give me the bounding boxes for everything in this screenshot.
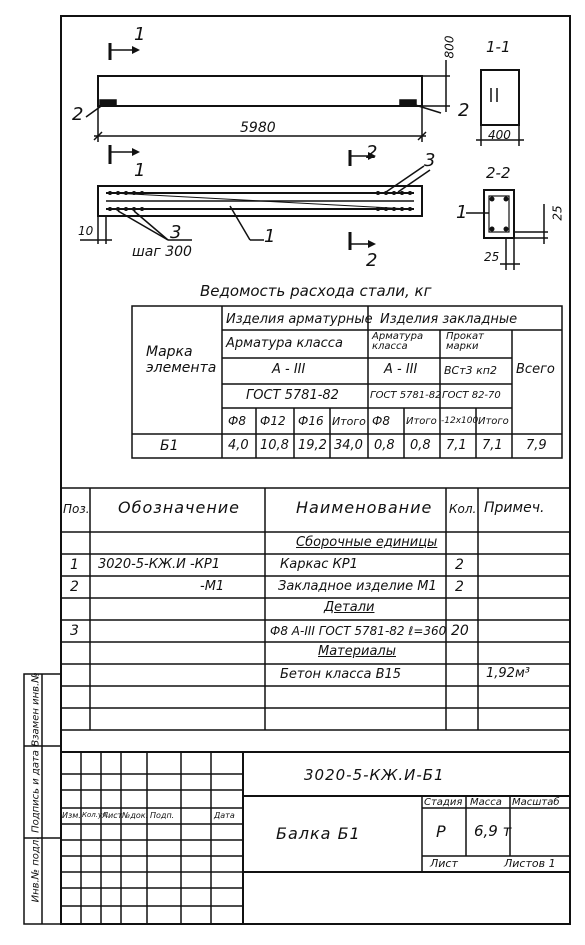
spec-h-note: Примеч.	[484, 500, 545, 516]
val-itogo-3: 7,1	[482, 438, 503, 453]
h-itogo-3: Итого	[478, 416, 509, 427]
callout-1-section: 1	[456, 202, 468, 223]
callout-2-right: 2	[458, 100, 470, 121]
side-inv-orig: Инв.№ подл.	[30, 836, 42, 903]
section-2-label-top: 2	[366, 142, 378, 163]
h-f8: Ф8	[228, 414, 246, 428]
sub-rebar-class-2: Арматура класса	[372, 331, 424, 352]
grade-vst: ВСт3 кп2	[444, 364, 497, 377]
val-plate: 7,1	[446, 438, 467, 453]
section-1-1	[481, 70, 519, 125]
side-replace: Взамен инв.№	[30, 672, 42, 747]
tb-sheet: Лист	[430, 857, 458, 870]
spec-r1-qty: 2	[455, 557, 464, 573]
spec-r3-qty: 20	[451, 623, 469, 639]
h-plate: -12х100	[441, 416, 479, 426]
spec-h-qty: Кол.	[449, 502, 477, 516]
val-f8: 4,0	[228, 438, 249, 453]
callout-1-plan: 1	[264, 226, 276, 247]
tb-h-ndok: №док.	[122, 811, 149, 820]
spec-r2-name: Закладное изделие М1	[278, 579, 437, 594]
tb-h-mass: Масса	[470, 797, 502, 808]
tb-h-stage: Стадия	[424, 797, 463, 808]
dim-25-horizontal: 25	[484, 250, 500, 264]
tb-h-podp: Подп.	[150, 811, 175, 820]
tb-mass: 6,9 т	[474, 822, 512, 840]
section-2-2-title: 2-2	[486, 164, 511, 182]
callout-3-right: 3	[424, 150, 436, 171]
val-f16: 19,2	[298, 438, 327, 453]
gost-5781: ГОСТ 5781-82	[246, 388, 339, 403]
val-itogo-2: 0,8	[410, 438, 431, 453]
tb-stage: Р	[436, 822, 446, 841]
val-f12: 10,8	[260, 438, 289, 453]
section-1-label-top: 1	[134, 24, 146, 45]
sub-rebar-class: Арматура класса	[226, 336, 343, 351]
spec-sec-parts: Детали	[324, 600, 375, 615]
dim-length: 5980	[240, 120, 276, 136]
spec-h-designation: Обозначение	[118, 498, 241, 517]
spec-r1-des: 3020-5-КЖ.И -КР1	[98, 557, 220, 572]
dim-25-vertical: 25	[550, 205, 565, 221]
dim-cover: 10	[78, 224, 94, 238]
dim-width: 400	[488, 128, 511, 142]
tb-h-list: Лист	[102, 811, 123, 820]
callout-2-left: 2	[72, 104, 84, 125]
spec-h-name: Наименование	[296, 498, 433, 517]
side-sign-date: Подпись и дата	[30, 750, 42, 833]
callout-3-left: 3	[170, 222, 182, 243]
h-itogo-2: Итого	[406, 416, 437, 427]
section-1-label-bottom: 1	[134, 160, 146, 181]
val-total: 7,9	[526, 438, 547, 453]
grp-rebar-products: Изделия арматурные	[226, 312, 373, 327]
spec-r2-qty: 2	[455, 579, 464, 595]
spec-r3-name: Ф8 А-III ГОСТ 5781-82 ℓ=360	[270, 624, 447, 638]
h-f16: Ф16	[298, 414, 324, 428]
doc-name: Балка Б1	[276, 824, 361, 843]
tb-h-data: Дата	[214, 811, 235, 820]
gost-5781-b: ГОСТ 5781-82	[370, 390, 442, 401]
val-itogo-1: 34,0	[334, 438, 363, 453]
grp-embedded: Изделия закладные	[380, 312, 518, 327]
val-f8-b: 0,8	[374, 438, 395, 453]
class-a3-b: A - III	[384, 362, 418, 377]
spec-r4-note: 1,92м³	[486, 666, 530, 681]
h-f8-b: Ф8	[372, 414, 390, 428]
beam-elevation	[98, 76, 422, 106]
tb-h-scale: Масштаб	[512, 797, 560, 808]
gost-82: ГОСТ 82-70	[442, 390, 501, 401]
total-col-header: Всего	[516, 362, 555, 377]
spec-r1-name: Каркас КР1	[280, 557, 358, 572]
spec-table-grid	[61, 488, 570, 730]
spec-h-pos: Поз.	[63, 502, 90, 516]
spec-r4-name: Бетон класса В15	[280, 667, 402, 682]
doc-code: 3020-5-КЖ.И-Б1	[304, 766, 445, 784]
spec-sec-assembly: Сборочные единицы	[296, 535, 438, 550]
step-label: шаг 300	[132, 244, 192, 260]
h-f12: Ф12	[260, 414, 286, 428]
dim-height: 800	[442, 35, 457, 59]
tb-h-kol: Кол.уч.	[82, 811, 109, 819]
spec-r2-des: -М1	[200, 579, 225, 594]
section-2-label-bottom: 2	[366, 250, 378, 271]
spec-sec-materials: Материалы	[318, 644, 396, 659]
spec-r2-pos: 2	[70, 579, 79, 595]
tb-sheets: Листов 1	[504, 857, 556, 870]
sub-rolled: Прокат марки	[446, 331, 484, 352]
spec-r1-pos: 1	[70, 557, 79, 573]
section-1-1-title: 1-1	[486, 38, 511, 56]
class-a3: A - III	[272, 362, 306, 377]
steel-table-grid	[132, 306, 562, 458]
spec-r3-pos: 3	[70, 623, 79, 639]
row-mark: Б1	[160, 438, 179, 454]
steel-table-title: Ведомость расхода стали, кг	[200, 282, 432, 300]
tb-h-izm: Изм.	[62, 811, 81, 820]
col-mark-header: Марка элемента	[146, 344, 217, 376]
h-itogo-1: Итого	[332, 415, 366, 428]
